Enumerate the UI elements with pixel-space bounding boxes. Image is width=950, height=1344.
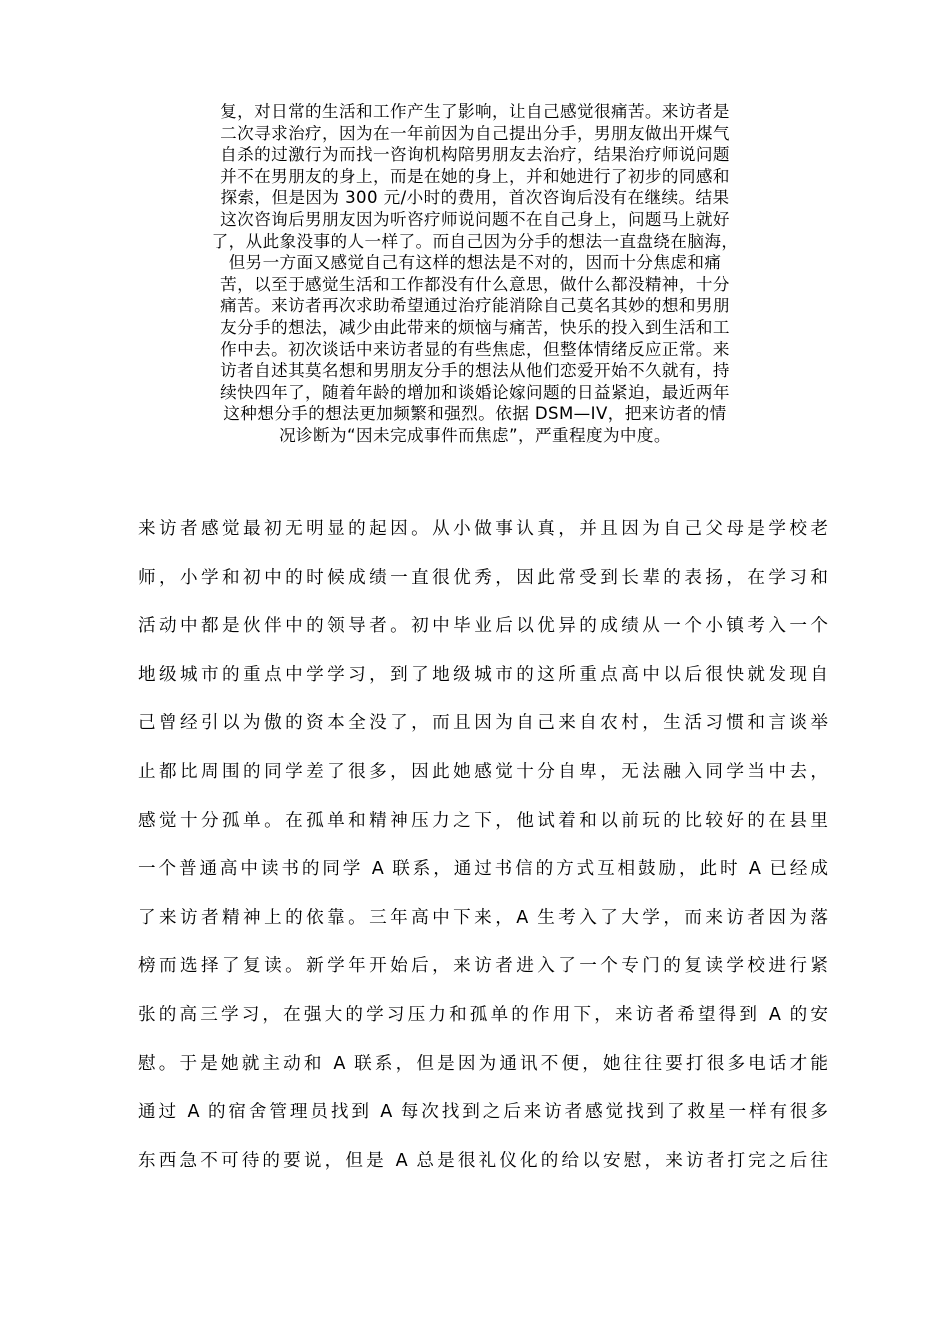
case-summary-line: 了，从此象没事的人一样了。而自己因为分手的想法一直盘绕在脑海，: [211, 231, 739, 251]
main-text-line: 地级城市的重点中学学习，到了地级城市的这所重点高中以后很快就发现自: [138, 664, 828, 685]
main-text-line: 通过 A 的宿舍管理员找到 A 每次找到之后来访者感觉找到了救星一样有很多: [138, 1102, 828, 1123]
main-text-line: 感觉十分孤单。在孤单和精神压力之下，他试着和以前玩的比较好的在县里: [138, 810, 828, 831]
main-text-line: 止都比周围的同学差了很多，因此她感觉十分自卑，无法融入同学当中去，: [138, 761, 828, 782]
case-summary-line: 续快四年了，随着年龄的增加和谈婚论嫁问题的日益紧迫，最近两年: [220, 382, 730, 402]
main-text-line: 活动中都是伙伴中的领导者。初中毕业后以优异的成绩从一个小镇考入一个: [138, 616, 828, 637]
case-summary-line: 作中去。初次谈话中来访者显的有些焦虑，但整体情绪反应正常。来: [220, 339, 730, 359]
main-text-line: 师，小学和初中的时候成绩一直很优秀，因此常受到长辈的表扬，在学习和: [138, 567, 828, 588]
case-summary-line: 友分手的想法，减少由此带来的烦恼与痛苦，快乐的投入到生活和工: [220, 317, 730, 337]
case-summary-line: 这次咨询后男朋友因为听咨疗师说问题不在自己身上，问题马上就好: [220, 209, 730, 229]
case-summary-line: 探索，但是因为 300 元/小时的费用，首次咨询后没有在继续。结果: [220, 188, 730, 208]
main-text-line: 榜而选择了复读。新学年开始后，来访者进入了一个专门的复读学校进行紧: [138, 956, 828, 977]
main-text-line: 张的高三学习，在强大的学习压力和孤单的作用下，来访者希望得到 A 的安: [138, 1004, 828, 1025]
case-summary-line: 况诊断为“因未完成事件而焦虑”，严重程度为中度。: [279, 425, 671, 445]
main-text-line: 己曾经引以为傲的资本全没了，而且因为自己来自农村，生活习惯和言谈举: [138, 713, 828, 734]
main-text-line: 慰。于是她就主动和 A 联系，但是因为通讯不便，她往往要打很多电话才能: [138, 1053, 828, 1074]
case-summary-line: 这种想分手的想法更加频繁和强烈。依据 DSM—IV，把来访者的情: [223, 404, 727, 424]
main-text-line: 东西急不可待的要说，但是 A 总是很礼仪化的给以安慰，来访者打完之后往: [138, 1150, 828, 1171]
main-text-line: 来访者感觉最初无明显的起因。从小做事认真，并且因为自己父母是学校老: [138, 519, 828, 539]
case-summary-line: 二次寻求治疗，因为在一年前因为自己提出分手，男朋友做出开煤气: [220, 123, 730, 143]
case-summary-line: 苦，以至于感觉生活和工作都没有什么意思，做什么都没精神，十分: [220, 274, 730, 294]
case-summary-line: 复，对日常的生活和工作产生了影响，让自己感觉很痛苦。来访者是: [220, 102, 730, 121]
case-summary-line: 但另一方面又感觉自己有这样的想法是不对的，因而十分焦虑和痛: [228, 253, 722, 273]
case-summary-line: 访者自述其莫名想和男朋友分手的想法从他们恋爱开始不久就有，持: [220, 361, 730, 381]
main-text-block: [138, 505, 828, 1185]
case-summary-block: [150, 101, 800, 447]
main-text-line: 一个普通高中读书的同学 A 联系，通过书信的方式互相鼓励，此时 A 已经成: [138, 859, 828, 880]
case-summary-line: 自杀的过激行为而找一咨询机构陪男朋友去治疗，结果治疗师说问题: [220, 145, 730, 165]
main-text-line: 了来访者精神上的依靠。三年高中下来，A 生考入了大学，而来访者因为落: [138, 907, 828, 928]
case-summary-line: 并不在男朋友的身上，而是在她的身上，并和她进行了初步的同感和: [220, 166, 730, 186]
case-summary-line: 痛苦。来访者再次求助希望通过治疗能消除自己莫名其妙的想和男朋: [220, 296, 730, 316]
